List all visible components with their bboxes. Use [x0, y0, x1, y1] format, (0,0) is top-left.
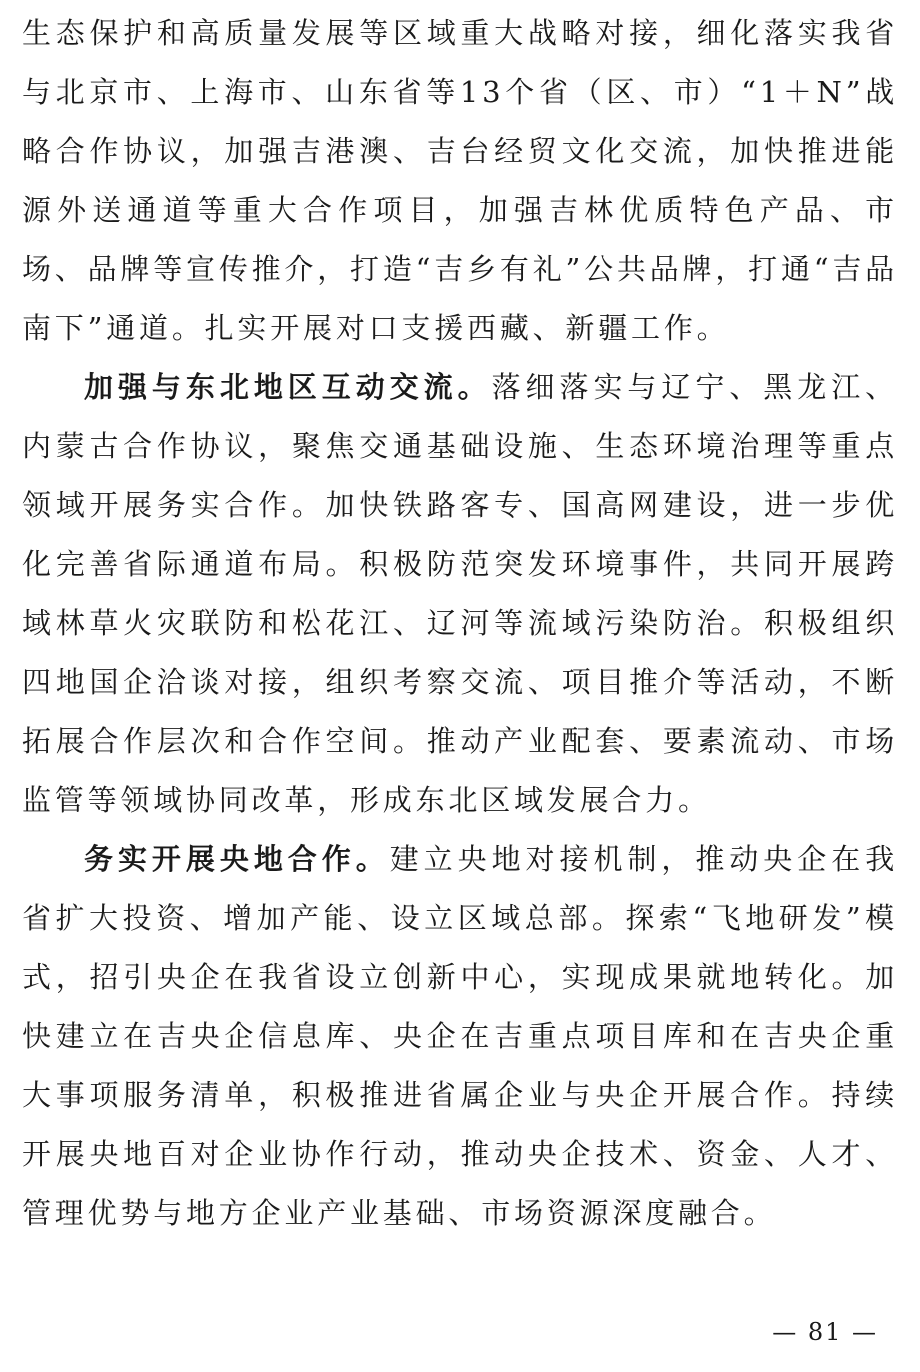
- paragraph-central-local-cooperation: [22, 830, 898, 1243]
- page-number: — 81 —: [772, 1318, 878, 1346]
- paragraph-heading: 加强与东北地区互动交流。: [84, 370, 492, 404]
- paragraph-text: 落细落实与辽宁、黑龙江、内蒙古合作协议，聚焦交通基础设施、生态环境治理等重点领域开展务实合作。加快铁路客专、国高网建设，进一步优化完善省际通道布局。积极防范突发环境事件，共同开展跨域林草火灾联防和松花江、辽河等流域污染防治。积极组织四地国企洽谈对接，组织考察交流、项目推介等活动，不断拓展合作层次和合作空间。推动产业配套、要素流动、市场监管等领域协同改革，形成东北区域发展合力。: [22, 370, 898, 817]
- paragraph-ecology-cooperation: [22, 4, 898, 358]
- paragraph-heading: 务实开展央地合作。: [84, 842, 390, 876]
- paragraph-northeast-exchange: [22, 358, 898, 830]
- paragraph-text: 建立央地对接机制，推动央企在我省扩大投资、增加产能、设立区域总部。探索“飞地研发”模式，招引央企在我省设立创新中心，实现成果就地转化。加快建立在吉央企信息库、央企在吉重点项目库和在吉央企重大事项服务清单，积极推进省属企业与央企开展合作。持续开展央地百对企业协作行动，推动央企技术、资金、人才、管理优势与地方企业产业基础、市场资源深度融合。: [22, 842, 898, 1230]
- paragraph-text: 生态保护和高质量发展等区域重大战略对接，细化落实我省与北京市、上海市、山东省等13个省（区、市）“1＋N”战略合作协议，加强吉港澳、吉台经贸文化交流，加快推进能源外送通道等重大合作项目，加强吉林优质特色产品、市场、品牌等宣传推介，打造“吉乡有礼”公共品牌，打通“吉品南下”通道。扎实开展对口支援西藏、新疆工作。: [22, 16, 898, 345]
- document-page: [22, 0, 898, 1243]
